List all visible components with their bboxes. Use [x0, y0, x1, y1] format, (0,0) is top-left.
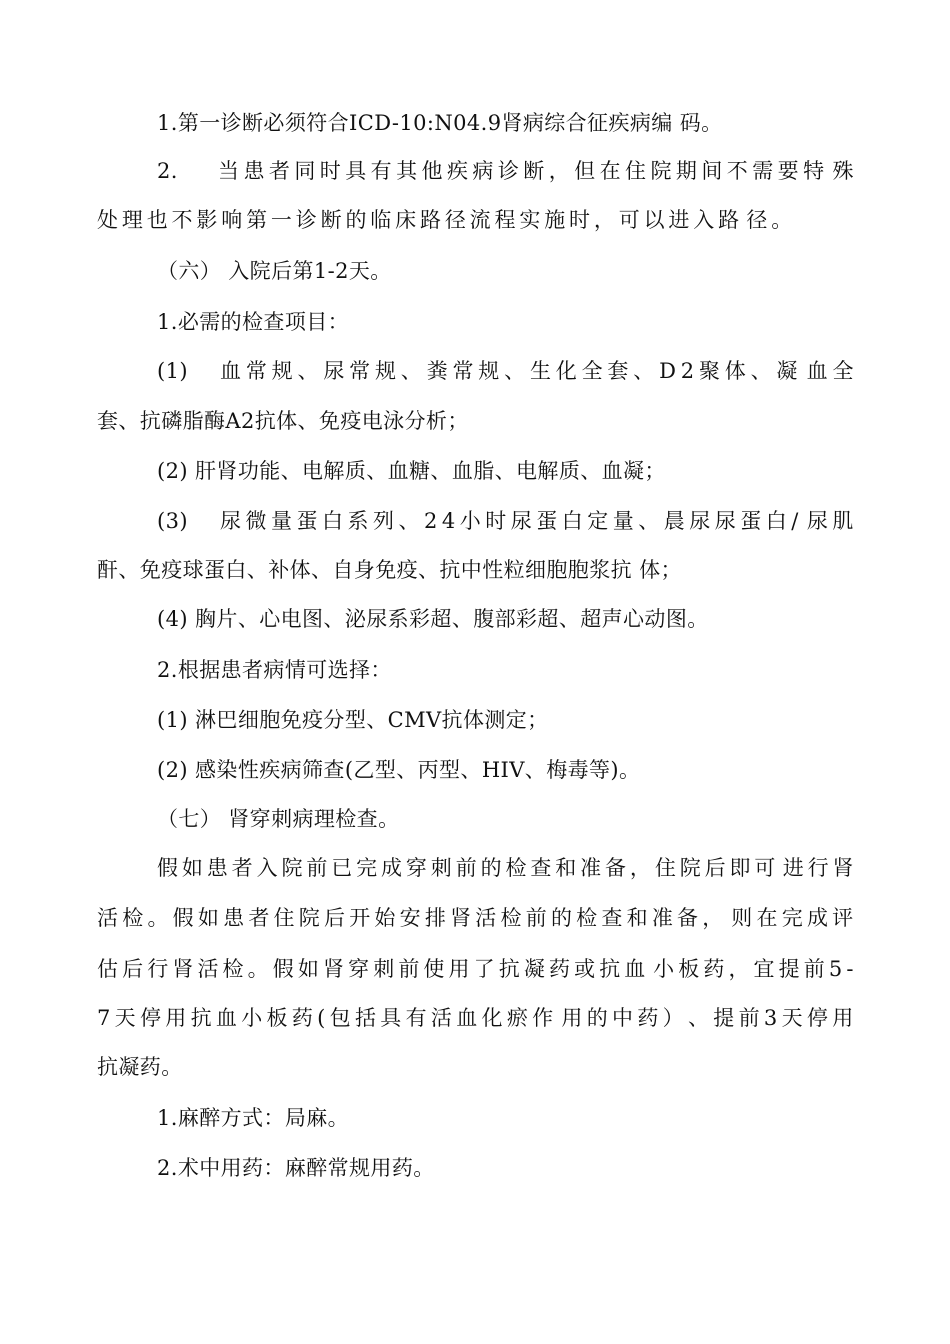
paragraph-line-1: 假 如 患 者 入 院 前 已 完 成 穿 刺 前 的 检 查 和 准 备 ， 住 院 后 即 可 进 行 肾 [157, 856, 854, 880]
text-line-item1-number: (1) [157, 359, 188, 383]
section-heading-6: （六） 入院后第1-2天。 [157, 259, 392, 283]
text-line-item1-cont: 套、抗磷脂酶A2抗体、免疫电泳分析； [97, 409, 469, 433]
text-line-intraop-drugs: 2.术中用药：麻醉常规用药。 [157, 1156, 435, 1180]
text-line-1: 1.第一诊断必须符合ICD-10:N04.9肾病综合征疾病编 码。 [157, 111, 723, 135]
text-line-item3: 尿 微 量 蛋 白 系 列 、 2 4 小 时 尿 蛋 白 定 量 、 晨 尿 尿 蛋 白 / 尿 肌 [220, 509, 854, 533]
text-line-2-number: 2. [157, 159, 178, 183]
text-line-item1: 血 常 规 、 尿 常 规 、 粪 常 规 、 生 化 全 套 、 D 2 聚 体 、 凝 血 全 [220, 359, 854, 383]
paragraph-line-3: 估 后 行 肾 活 检 。 假 如 肾 穿 刺 前 使 用 了 抗 凝 药 或 抗 血 小 板 药 ， 宜 提 前 5 - [97, 957, 854, 981]
paragraph-line-5: 抗凝药。 [97, 1055, 183, 1079]
paragraph-line-4: 7 天 停 用 抗 血 小 板 药 ( 包 括 具 有 活 血 化 瘀 作 用 的 中 药 ） 、 提 前 3 天 停 用 [97, 1006, 854, 1030]
text-line-optional-1: (1) 淋巴细胞免疫分型、CMV抗体测定； [157, 708, 549, 732]
text-line-item2: (2) 肝肾功能、电解质、血糖、血脂、电解质、血凝； [157, 459, 666, 483]
text-line-anesthesia: 1.麻醉方式：局麻。 [157, 1106, 350, 1130]
text-line-required-checks: 1.必需的检查项目： [157, 310, 350, 334]
paragraph-line-2: 活 检 。 假 如 患 者 住 院 后 开 始 安 排 肾 活 检 前 的 检 查 和 准 备 ， 则 在 完 成 评 [97, 906, 854, 930]
text-line-2: 当 患 者 同 时 具 有 其 他 疾 病 诊 断 ， 但 在 住 院 期 间 不 需 要 特 殊 [218, 159, 854, 183]
text-line-item3-number: (3) [157, 509, 188, 533]
text-line-item4: (4) 胸片、心电图、泌尿系彩超、腹部彩超、超声心动图。 [157, 607, 709, 631]
text-line-3: 处 理 也 不 影 响 第 一 诊 断 的 临 床 路 径 流 程 实 施 时 ， 可 以 进 入 路 径 。 [97, 208, 793, 232]
text-line-optional-2: (2) 感染性疾病筛查(乙型、丙型、HIV、梅毒等)。 [157, 758, 641, 782]
text-line-item3-cont: 酐、免疫球蛋白、补体、自身免疫、抗中性粒细胞胞浆抗 体； [97, 558, 682, 582]
section-heading-7: （七） 肾穿刺病理检查。 [157, 807, 400, 831]
text-line-optional-checks: 2.根据患者病情可选择： [157, 658, 392, 682]
